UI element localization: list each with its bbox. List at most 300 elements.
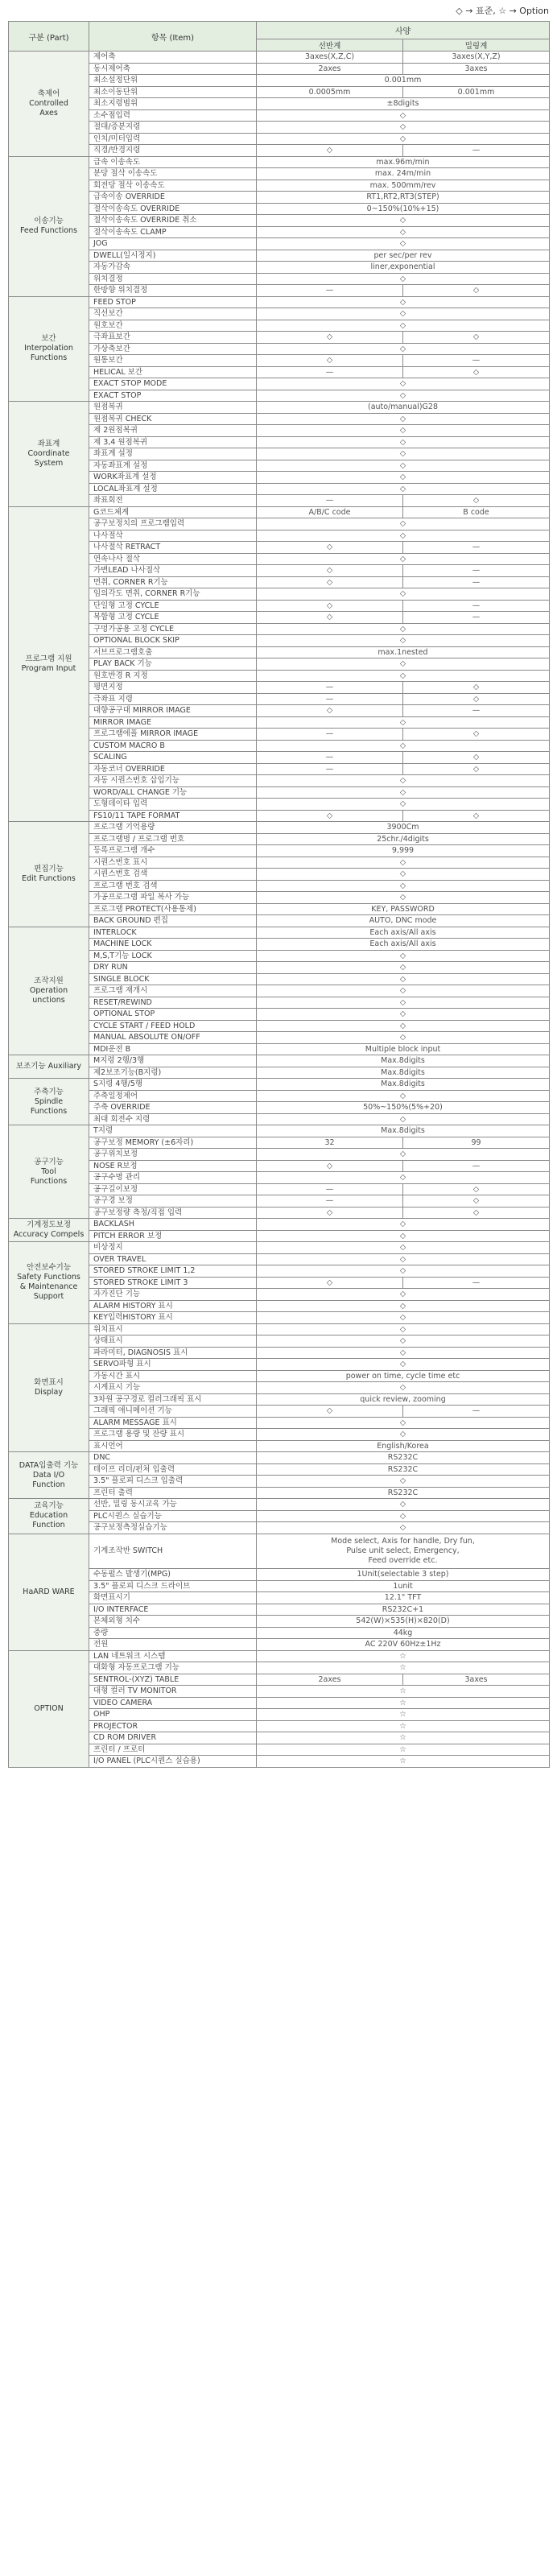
table-row [9, 1580, 550, 1592]
spec-value: ◇ [257, 1090, 550, 1102]
spec-value: AUTO, DNC mode [257, 915, 550, 927]
spec-value-mill: 99 [403, 1137, 550, 1149]
spec-value: ◇ [257, 273, 550, 285]
spec-value: 9,999 [257, 845, 550, 857]
spec-value-lathe: A/B/C code [257, 506, 403, 518]
spec-value-lathe: ◇ [257, 1160, 403, 1172]
table-row [9, 203, 550, 215]
item-label: STORED STROKE LIMIT 1,2 [89, 1265, 257, 1278]
item-label: G코드체계 [89, 506, 257, 518]
table-row [9, 472, 550, 484]
section-label: 기계정도보정 Accuracy Compels [9, 1219, 89, 1242]
section-label: 조작지원 Operation unctions [9, 927, 89, 1055]
spec-value: RS232C+1 [257, 1604, 550, 1616]
section-label: 안전보수기능 Safety Functions & Maintenance Support [9, 1242, 89, 1324]
item-label: 프로그램에플 MIRROR IMAGE [89, 729, 257, 741]
spec-value-lathe: — [257, 693, 403, 705]
spec-value: Multiple block input [257, 1043, 550, 1055]
spec-value: ◇ [257, 1312, 550, 1324]
item-label: 위치표시 [89, 1323, 257, 1335]
legend-text: ◇ → 표준, ☆ → Option [456, 6, 549, 16]
item-label: WORD/ALL CHANGE 기능 [89, 786, 257, 799]
spec-value-mill: — [403, 355, 550, 367]
item-label: I/O INTERFACE [89, 1604, 257, 1616]
spec-value: ◇ [257, 1219, 550, 1231]
table-row [9, 518, 550, 530]
item-label: 선반, 밀링 동시교육 가능 [89, 1499, 257, 1511]
spec-value-lathe: — [257, 682, 403, 694]
item-label: 극좌표보간 [89, 332, 257, 344]
item-label: OPTIONAL STOP [89, 1009, 257, 1021]
spec-table-body [9, 52, 550, 1768]
table-row [9, 1125, 550, 1137]
spec-value: max. 24m/min [257, 168, 550, 180]
spec-value-mill: ◇ [403, 810, 550, 822]
spec-value: ◇ [257, 378, 550, 390]
item-label: 3.5" 플로피 디스크 드라이브 [89, 1580, 257, 1592]
item-label: 제 3,4 원점복귀 [89, 436, 257, 448]
spec-value: per sec/per rev [257, 250, 550, 262]
table-row [9, 192, 550, 204]
spec-value-mill: — [403, 542, 550, 554]
item-label: 구멍가공용 고정 CYCLE [89, 623, 257, 635]
spec-value: max.1nested [257, 646, 550, 658]
item-label: 가변LEAD 나사절삭 [89, 565, 257, 577]
spec-value-mill: ◇ [403, 729, 550, 741]
spec-value: ☆ [257, 1709, 550, 1721]
spec-value: ◇ [257, 1510, 550, 1522]
spec-value: ◇ [257, 623, 550, 635]
spec-value: 12.1" TFT [257, 1592, 550, 1604]
table-row [9, 109, 550, 122]
item-label: INTERLOCK [89, 927, 257, 939]
table-row [9, 1300, 550, 1312]
spec-value: ◇ [257, 1172, 550, 1184]
table-row [9, 250, 550, 262]
spec-value: 1unit [257, 1580, 550, 1592]
table-row [9, 1289, 550, 1301]
spec-value: ◇ [257, 786, 550, 799]
table-row [9, 565, 550, 577]
section-label: 편집기능 Edit Functions [9, 822, 89, 927]
table-row [9, 1183, 550, 1195]
table-row [9, 1359, 550, 1371]
spec-value-lathe: ◇ [257, 332, 403, 344]
table-row [9, 752, 550, 764]
table-row [9, 623, 550, 635]
table-row [9, 133, 550, 145]
item-label: 대형 컬러 TV MONITOR [89, 1686, 257, 1698]
item-label: 원호반경 R 지정 [89, 670, 257, 682]
spec-value-lathe: ◇ [257, 576, 403, 588]
table-row [9, 378, 550, 390]
table-row [9, 1592, 550, 1604]
spec-value: ◇ [257, 1429, 550, 1441]
spec-value: ◇ [257, 962, 550, 974]
header-part: 구분 (Part) [9, 22, 89, 52]
section-label: DATA입출력 기능 Data I/O Function [9, 1452, 89, 1499]
item-label: 프로그램 번호 검색 [89, 880, 257, 892]
item-label: 최대 회전수 지령 [89, 1113, 257, 1125]
item-label: OVER TRAVEL [89, 1253, 257, 1265]
spec-value-mill: ◇ [403, 752, 550, 764]
spec-value: Max.8digits [257, 1055, 550, 1067]
table-row [9, 1113, 550, 1125]
table-row [9, 413, 550, 425]
spec-value: ◇ [257, 997, 550, 1009]
item-label: RESET/REWIND [89, 997, 257, 1009]
table-row [9, 355, 550, 367]
spec-value-mill: — [403, 565, 550, 577]
table-row [9, 682, 550, 694]
table-row [9, 612, 550, 624]
item-label: EXACT STOP [89, 390, 257, 402]
item-label: 인치/미터입력 [89, 133, 257, 145]
item-label: MACHINE LOCK [89, 939, 257, 951]
item-label: WORK좌표계 설정 [89, 472, 257, 484]
table-row [9, 332, 550, 344]
table-row [9, 1756, 550, 1768]
item-label: NOSE R보정 [89, 1160, 257, 1172]
table-row [9, 810, 550, 822]
spec-value-lathe: ◇ [257, 612, 403, 624]
table-row [9, 1720, 550, 1732]
spec-value-lathe: ◇ [257, 1207, 403, 1219]
spec-value: ◇ [257, 483, 550, 495]
item-label: 자동좌표계 설정 [89, 460, 257, 472]
spec-value: (auto/manual)G28 [257, 402, 550, 414]
spec-value-lathe: 0.0005mm [257, 86, 403, 98]
item-label: 제어축 [89, 52, 257, 64]
item-label: 상태표시 [89, 1335, 257, 1348]
table-row [9, 658, 550, 671]
item-label: 나사절삭 [89, 530, 257, 542]
table-row [9, 226, 550, 238]
table-row [9, 273, 550, 285]
spec-value: ◇ [257, 553, 550, 565]
item-label: MDI운전 B [89, 1043, 257, 1055]
table-row [9, 962, 550, 974]
spec-value-mill: ◇ [403, 693, 550, 705]
table-row [9, 506, 550, 518]
spec-value-lathe: 32 [257, 1137, 403, 1149]
spec-value: RS232C [257, 1487, 550, 1499]
spec-table [8, 21, 550, 1768]
spec-value: ◇ [257, 530, 550, 542]
spec-value: ◇ [257, 1265, 550, 1278]
spec-value-mill: 0.001mm [403, 86, 550, 98]
table-row [9, 1149, 550, 1161]
item-label: 분당 절삭 이송속도 [89, 168, 257, 180]
item-label: 자동가감속 [89, 262, 257, 274]
table-row [9, 1522, 550, 1534]
table-row [9, 1650, 550, 1662]
table-row [9, 635, 550, 647]
table-row [9, 973, 550, 985]
spec-value: ◇ [257, 799, 550, 811]
spec-value-lathe: 2axes [257, 1674, 403, 1686]
item-label: 한방향 위치결정 [89, 285, 257, 297]
spec-value: ◇ [257, 413, 550, 425]
item-label: 최소지령범위 [89, 98, 257, 110]
spec-value: ◇ [257, 1289, 550, 1301]
spec-value-lathe: ◇ [257, 600, 403, 612]
spec-value: RT1,RT2,RT3(STEP) [257, 192, 550, 204]
spec-value: ◇ [257, 1032, 550, 1044]
spec-value: Each axis/All axis [257, 939, 550, 951]
section-label: 축제어 Controlled Axes [9, 52, 89, 157]
item-label: 제2보조기능(B지령) [89, 1067, 257, 1079]
spec-value: Mode select, Axis for handle, Dry fun, Pulse unit select, Emergency, Feed override etc. [257, 1534, 550, 1569]
item-label: PLAY BACK 기능 [89, 658, 257, 671]
spec-value: ◇ [257, 1242, 550, 1254]
item-label: CUSTOM MACRO B [89, 740, 257, 752]
table-row [9, 343, 550, 355]
table-row [9, 1219, 550, 1231]
table-row [9, 1137, 550, 1149]
spec-value-mill: — [403, 145, 550, 157]
table-row [9, 1709, 550, 1721]
table-row [9, 1487, 550, 1499]
item-label: M지령 2행/3행 [89, 1055, 257, 1067]
table-row [9, 320, 550, 332]
item-label: I/O PANEL (PLC시퀀스 실습용) [89, 1756, 257, 1768]
table-row [9, 1604, 550, 1616]
table-row [9, 775, 550, 787]
item-label: 기계조작반 SWITCH [89, 1534, 257, 1569]
item-label: JOG [89, 238, 257, 250]
spec-value-mill: — [403, 576, 550, 588]
spec-value-lathe: 2axes [257, 63, 403, 75]
spec-value: ☆ [257, 1756, 550, 1768]
spec-value: ◇ [257, 320, 550, 332]
item-label: 공구보정치의 프로그램입력 [89, 518, 257, 530]
table-row [9, 1732, 550, 1744]
item-label: 원점복귀 CHECK [89, 413, 257, 425]
header-row [9, 22, 550, 39]
table-row [9, 740, 550, 752]
spec-value: Max.8digits [257, 1067, 550, 1079]
spec-value: ◇ [257, 296, 550, 308]
spec-value: ☆ [257, 1720, 550, 1732]
header-mill: 밀링계 [403, 39, 550, 52]
spec-value-lathe: — [257, 285, 403, 297]
item-label: 위치결정 [89, 273, 257, 285]
table-row [9, 950, 550, 962]
spec-value-lathe: — [257, 1195, 403, 1208]
spec-value: ◇ [257, 122, 550, 134]
spec-value: ◇ [257, 658, 550, 671]
spec-value: ☆ [257, 1697, 550, 1709]
spec-value: ◇ [257, 472, 550, 484]
spec-value: English/Korea [257, 1440, 550, 1452]
table-row [9, 460, 550, 472]
table-row [9, 156, 550, 168]
table-row [9, 1476, 550, 1488]
spec-value-mill: — [403, 1406, 550, 1418]
item-label: FS10/11 TAPE FORMAT [89, 810, 257, 822]
spec-value: ◇ [257, 1347, 550, 1359]
spec-value: ☆ [257, 1686, 550, 1698]
table-row [9, 880, 550, 892]
table-row [9, 939, 550, 951]
item-label: 프로그램 기억용량 [89, 822, 257, 834]
table-row [9, 1172, 550, 1184]
spec-value-lathe: 3axes(X,Z,C) [257, 52, 403, 64]
spec-value-mill: 3axes [403, 63, 550, 75]
table-row [9, 215, 550, 227]
spec-value-mill: ◇ [403, 495, 550, 507]
table-row [9, 553, 550, 565]
spec-value: ◇ [257, 985, 550, 997]
spec-value: ◇ [257, 1253, 550, 1265]
spec-value: ◇ [257, 588, 550, 601]
table-row [9, 693, 550, 705]
table-row [9, 285, 550, 297]
item-label: 가상축보간 [89, 343, 257, 355]
table-row [9, 1020, 550, 1032]
table-row [9, 180, 550, 192]
table-row [9, 1534, 550, 1569]
spec-value-mill: ◇ [403, 332, 550, 344]
item-label: 좌표회전 [89, 495, 257, 507]
spec-value: ◇ [257, 950, 550, 962]
item-label: 그래픽 애니메이션 기능 [89, 1406, 257, 1418]
spec-value: ◇ [257, 460, 550, 472]
item-label: 주축일정제어 [89, 1090, 257, 1102]
table-row [9, 1312, 550, 1324]
table-row [9, 845, 550, 857]
spec-value-lathe: ◇ [257, 810, 403, 822]
item-label: 중량 [89, 1627, 257, 1639]
item-label: 면취, CORNER R기능 [89, 576, 257, 588]
item-label: 공구보정측정실습기능 [89, 1522, 257, 1534]
spec-value-lathe: ◇ [257, 1277, 403, 1289]
table-row [9, 670, 550, 682]
item-label: 가동시간 표시 [89, 1370, 257, 1382]
item-label: 시계표시 기능 [89, 1382, 257, 1394]
item-label: 대향공구대 MIRROR IMAGE [89, 705, 257, 717]
spec-value: ◇ [257, 308, 550, 320]
spec-value: ◇ [257, 775, 550, 787]
item-label: 극좌표 지령 [89, 693, 257, 705]
item-label: FEED STOP [89, 296, 257, 308]
item-label: KEY입력HISTORY 표시 [89, 1312, 257, 1324]
item-label: ALARM MESSAGE 표시 [89, 1417, 257, 1429]
table-row [9, 716, 550, 729]
spec-value: ◇ [257, 448, 550, 460]
spec-value-lathe: ◇ [257, 542, 403, 554]
table-row [9, 588, 550, 601]
item-label: 프로그램 재개시 [89, 985, 257, 997]
spec-value: ◇ [257, 1359, 550, 1371]
item-label: 테이프 리더/펀처 입출력 [89, 1463, 257, 1476]
spec-value-mill: ◇ [403, 682, 550, 694]
spec-value: ◇ [257, 1300, 550, 1312]
spec-value: ◇ [257, 1149, 550, 1161]
item-label: 대화형 자동프로그램 기능 [89, 1662, 257, 1674]
table-row [9, 495, 550, 507]
spec-value: 0.001mm [257, 75, 550, 87]
table-row [9, 1265, 550, 1278]
header-item: 항목 (Item) [89, 22, 257, 52]
table-row [9, 1499, 550, 1511]
spec-value: ☆ [257, 1732, 550, 1744]
item-label: 파라미터, DIAGNOSIS 표시 [89, 1347, 257, 1359]
item-label: DNC [89, 1452, 257, 1464]
table-row [9, 390, 550, 402]
item-label: 자동코너 OVERRIDE [89, 763, 257, 775]
spec-value: ☆ [257, 1662, 550, 1674]
table-row [9, 1230, 550, 1242]
item-label: 프린터 출력 [89, 1487, 257, 1499]
spec-value-lathe: — [257, 1183, 403, 1195]
section-label: 화면표시 Display [9, 1323, 89, 1452]
item-label: MIRROR IMAGE [89, 716, 257, 729]
item-label: MANUAL ABSOLUTE ON/OFF [89, 1032, 257, 1044]
spec-value-mill: — [403, 1160, 550, 1172]
table-row [9, 1616, 550, 1628]
spec-value-lathe: ◇ [257, 1406, 403, 1418]
item-label: 공구길이보정 [89, 1183, 257, 1195]
section-label: 이송기능 Feed Functions [9, 156, 89, 296]
spec-value: ◇ [257, 425, 550, 437]
table-row [9, 436, 550, 448]
table-row [9, 729, 550, 741]
table-row [9, 1627, 550, 1639]
item-label: 등록프로그램 개수 [89, 845, 257, 857]
item-label: 동시제어축 [89, 63, 257, 75]
table-row [9, 1090, 550, 1102]
spec-value: quick review, zooming [257, 1393, 550, 1406]
table-row [9, 1674, 550, 1686]
table-row [9, 366, 550, 378]
table-row [9, 98, 550, 110]
spec-value: Each axis/All axis [257, 927, 550, 939]
table-row [9, 1207, 550, 1219]
table-row [9, 1160, 550, 1172]
item-label: 공구수명 관리 [89, 1172, 257, 1184]
item-label: BACKLASH [89, 1219, 257, 1231]
table-row [9, 75, 550, 87]
spec-value-lathe: ◇ [257, 565, 403, 577]
section-label: 좌표계 Coordinate System [9, 402, 89, 507]
table-row [9, 600, 550, 612]
table-row [9, 1686, 550, 1698]
spec-value: liner,exponential [257, 262, 550, 274]
table-row [9, 52, 550, 64]
item-label: STORED STROKE LIMIT 3 [89, 1277, 257, 1289]
table-row [9, 1662, 550, 1674]
spec-value-mill: — [403, 600, 550, 612]
spec-value: ◇ [257, 238, 550, 250]
spec-value: 25chr./4digits [257, 833, 550, 845]
item-label: CYCLE START / FEED HOLD [89, 1020, 257, 1032]
table-row [9, 763, 550, 775]
spec-value: ◇ [257, 740, 550, 752]
table-row [9, 1370, 550, 1382]
spec-value-lathe: — [257, 366, 403, 378]
item-label: 나사절삭 RETRACT [89, 542, 257, 554]
spec-value-mill: ◇ [403, 1183, 550, 1195]
section-label: 보조기능 Auxiliary [9, 1055, 89, 1079]
item-label: 도형데이타 입력 [89, 799, 257, 811]
table-row [9, 1195, 550, 1208]
spec-value: ◇ [257, 215, 550, 227]
item-label: 절삭이송속도 CLAMP [89, 226, 257, 238]
spec-value-lathe: — [257, 495, 403, 507]
spec-value: power on time, cycle time etc [257, 1370, 550, 1382]
